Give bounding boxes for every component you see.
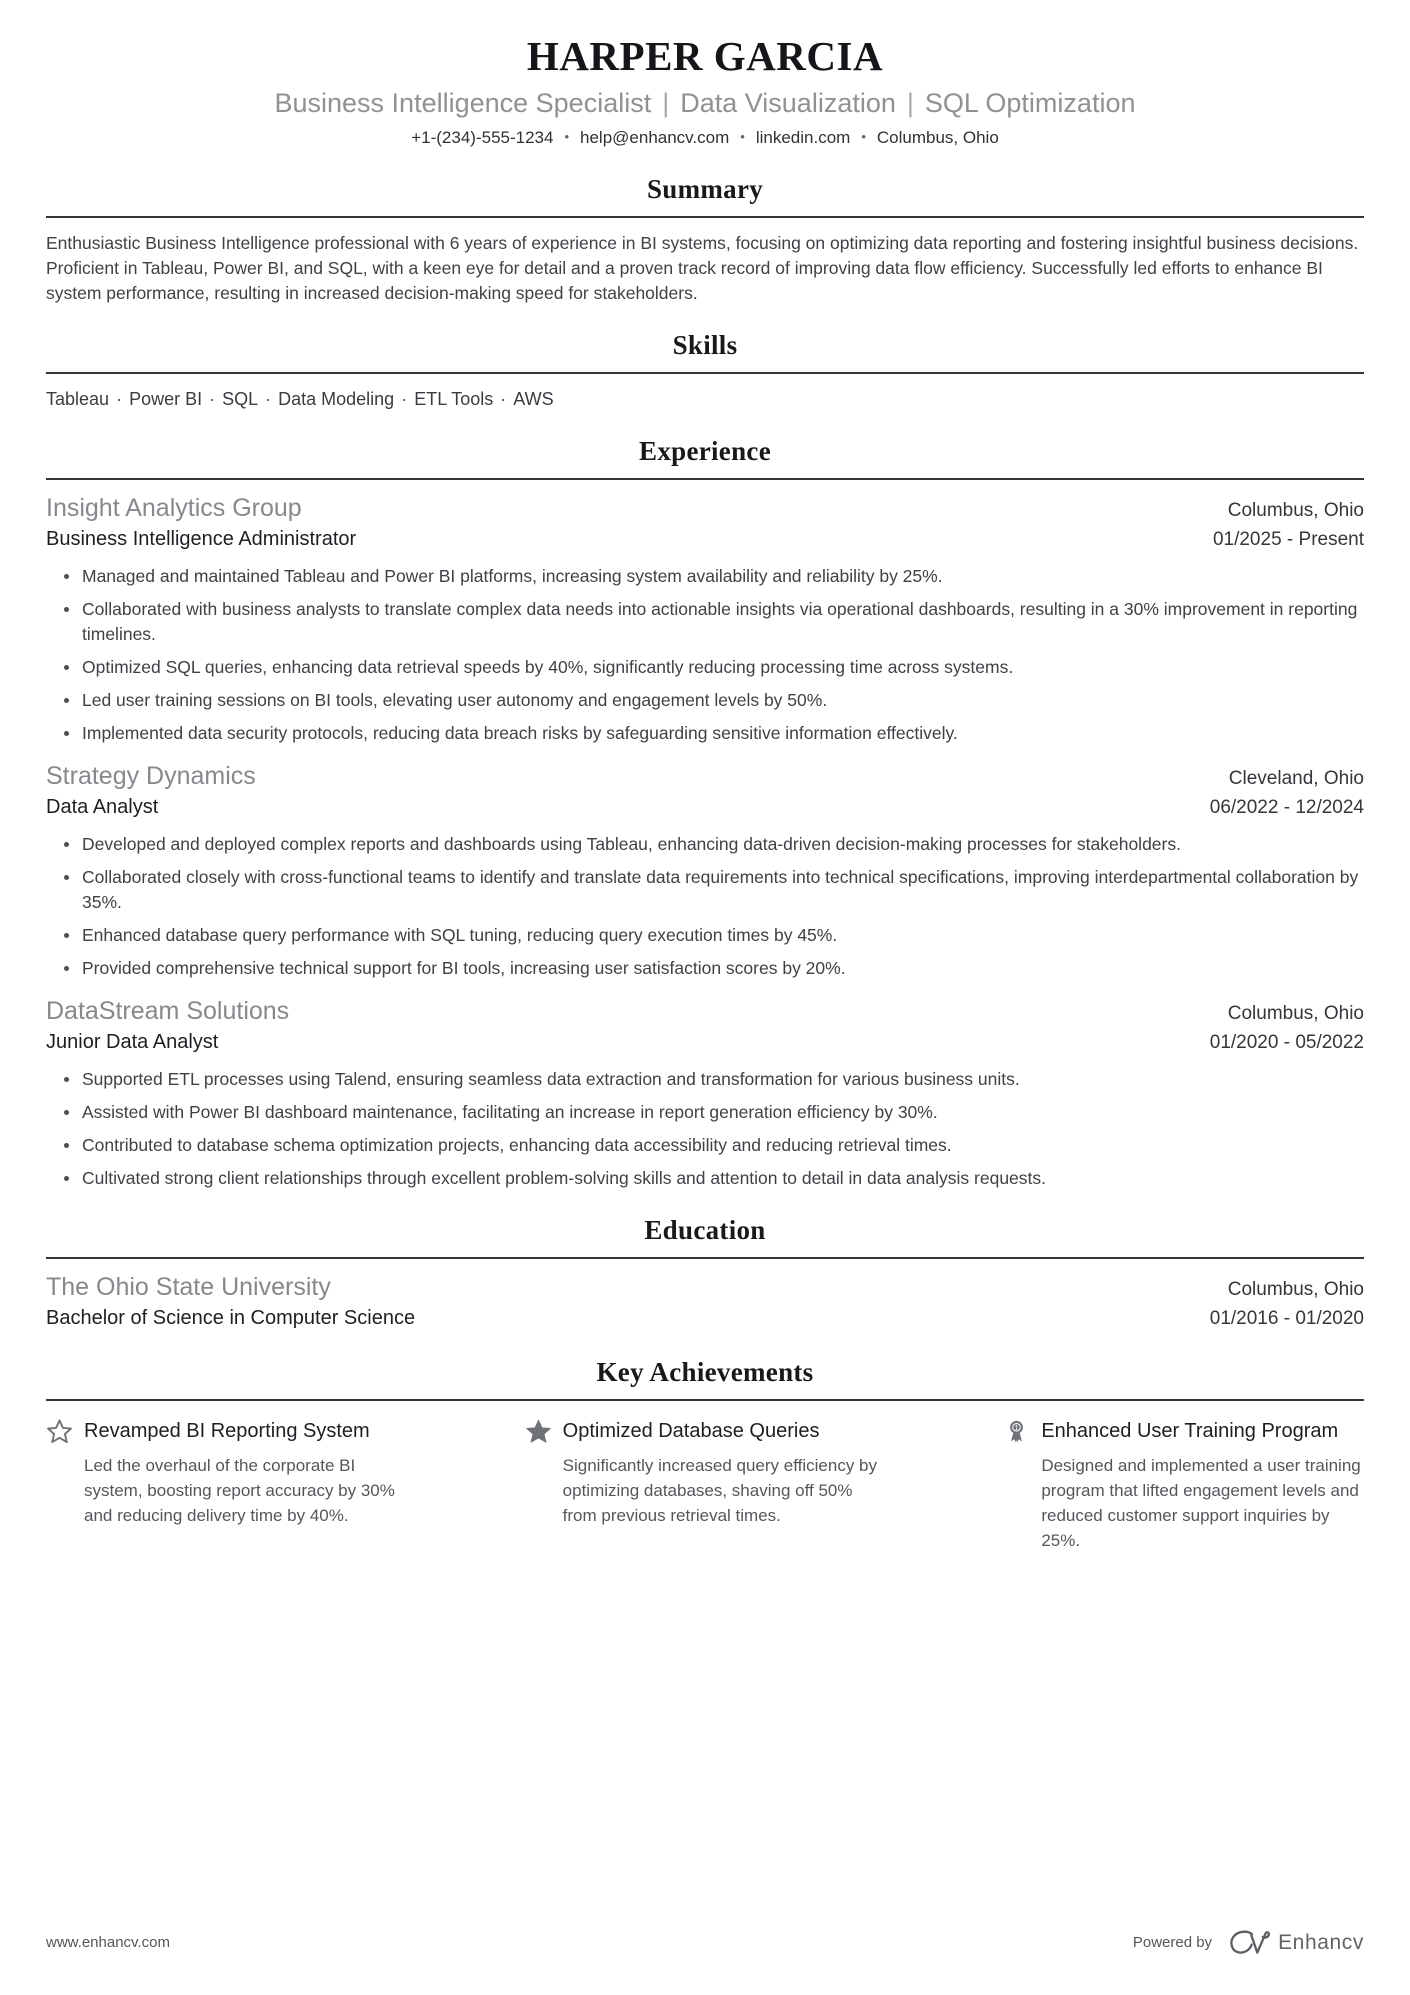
- section-skills: [46, 328, 1364, 412]
- achievement-body: [563, 1417, 886, 1528]
- achievement-body: [1041, 1417, 1364, 1553]
- resume-header: [46, 32, 1364, 150]
- skill-separator: ·: [265, 389, 272, 409]
- skill-separator: ·: [116, 389, 123, 409]
- skills-heading: Skills: [672, 330, 738, 360]
- bullet-dot: [64, 1110, 69, 1115]
- job-bullet: Managed and maintained Tableau and Power BI platforms, increasing system availability and reliability by 25%.: [64, 564, 1364, 589]
- bullet-dot: [64, 1143, 69, 1148]
- skills-list: [46, 387, 1364, 412]
- job-bullets: [46, 564, 1364, 746]
- contact-separator: •: [740, 129, 745, 144]
- achievement-title: Revamped BI Reporting System: [84, 1420, 370, 1442]
- job-title-row: [46, 525, 1364, 554]
- job-company-row: [46, 760, 1364, 793]
- school-row: [46, 1271, 1364, 1304]
- achievement-title: Optimized Database Queries: [562, 1420, 820, 1442]
- school-location: Columbus, Ohio: [1227, 1279, 1364, 1300]
- job-bullet: Optimized SQL queries, enhancing data retrieval speeds by 40%, significantly reducing processing time across systems.: [64, 655, 1364, 680]
- headline-separator: |: [906, 88, 914, 118]
- job-entry: [46, 995, 1364, 1191]
- contact-separator: •: [564, 129, 570, 144]
- company-name: Strategy Dynamics: [46, 762, 256, 790]
- job-title: Business Intelligence Administrator: [46, 528, 357, 550]
- job-company-row: [46, 995, 1364, 1028]
- job-title: Junior Data Analyst: [46, 1031, 219, 1053]
- section-achievements: [46, 1355, 1364, 1553]
- school-name: The Ohio State University: [46, 1273, 331, 1301]
- achievement-text: Significantly increased query efficiency by optimizing databases, shaving off 50% from previous retrieval times.: [562, 1456, 878, 1525]
- skill-item: Power BI: [129, 389, 203, 409]
- headline: [46, 85, 1364, 121]
- company-name: Insight Analytics Group: [46, 494, 302, 522]
- headline-part: Business Intelligence Specialist: [274, 88, 652, 118]
- skill-separator: ·: [401, 389, 408, 409]
- section-heading-wrap: [46, 1355, 1364, 1401]
- job-bullet: Collaborated with business analysts to translate complex data needs into actionable insights via operational dashboards, resulting in a 30% improvement in reporting timelines.: [64, 597, 1364, 647]
- medal-icon: [1003, 1418, 1030, 1445]
- page-footer: [46, 1928, 1364, 1957]
- svg-text:1: 1: [1014, 1423, 1019, 1433]
- enhancv-website-link[interactable]: www.enhancv.com: [46, 1934, 170, 1951]
- section-education: [46, 1213, 1364, 1333]
- bullet-dot: [64, 842, 69, 847]
- bullet-dot: [64, 1077, 69, 1082]
- email-link[interactable]: help@enhancv.com: [580, 128, 730, 147]
- degree-row: [46, 1304, 1364, 1333]
- job-bullet: Supported ETL processes using Talend, ensuring seamless data extraction and transformation for various business units.: [64, 1067, 1364, 1092]
- headline-part: Data Visualization: [680, 88, 896, 118]
- job-bullet: Enhanced database query performance with SQL tuning, reducing query execution times by 45%.: [64, 923, 1364, 948]
- job-dates: 01/2020 - 05/2022: [1209, 1032, 1364, 1053]
- job-bullets: [46, 832, 1364, 981]
- job-title: Data Analyst: [46, 796, 159, 818]
- enhancv-logo-icon: [1224, 1928, 1270, 1957]
- section-experience: [46, 434, 1364, 1191]
- bullet-dot: [64, 966, 69, 971]
- job-entry: [46, 760, 1364, 981]
- job-entry: [46, 492, 1364, 746]
- skill-item: AWS: [513, 389, 554, 409]
- job-bullets: [46, 1067, 1364, 1191]
- skill-item: SQL: [222, 389, 259, 409]
- bullet-dot: [64, 698, 69, 703]
- skill-item: Tableau: [46, 389, 110, 409]
- job-title-row: [46, 1028, 1364, 1057]
- job-bullet: Implemented data security protocols, reducing data breach risks by safeguarding sensitive information effectively.: [64, 721, 1364, 746]
- section-heading-wrap: [46, 328, 1364, 374]
- enhancv-logo: [1224, 1928, 1364, 1957]
- skill-separator: ·: [209, 389, 216, 409]
- bullet-dot: [64, 1176, 69, 1181]
- job-bullet: Collaborated closely with cross-functional teams to identify and translate data requirements into technical specifications, improving interdepartmental collaboration by 35%.: [64, 865, 1364, 915]
- powered-by-label: Powered by: [1132, 1934, 1213, 1951]
- linkedin-link[interactable]: linkedin.com: [755, 128, 851, 147]
- section-summary: [46, 172, 1364, 306]
- contact-separator: •: [861, 129, 866, 144]
- job-location: Columbus, Ohio: [1227, 1003, 1364, 1024]
- headline-separator: |: [662, 88, 670, 118]
- achievement-text: Designed and implemented a user training program that lifted engagement levels and reduced customer support inquiries by 25%.: [1041, 1456, 1361, 1550]
- job-dates: 01/2025 - Present: [1212, 529, 1364, 550]
- bullet-dot: [64, 607, 69, 612]
- job-bullet: Led user training sessions on BI tools, elevating user autonomy and engagement levels by 50%.: [64, 688, 1364, 713]
- section-heading-wrap: [46, 434, 1364, 480]
- job-bullet: Developed and deployed complex reports and dashboards using Tableau, enhancing data-driven decision-making processes for stakeholders.: [64, 832, 1364, 857]
- bullet-dot: [64, 574, 69, 579]
- skill-item: ETL Tools: [414, 389, 494, 409]
- bullet-dot: [64, 665, 69, 670]
- bullet-dot: [64, 933, 69, 938]
- star-outline-icon: [46, 1418, 73, 1445]
- education-dates: 01/2016 - 01/2020: [1209, 1308, 1364, 1329]
- job-bullet: Contributed to database schema optimization projects, enhancing data accessibility and reducing retrieval times.: [64, 1133, 1364, 1158]
- summary-text: Enthusiastic Business Intelligence professional with 6 years of experience in BI systems, focusing on optimizing data reporting and fostering insightful business decisions. Proficient in Tableau, Power BI, and SQL, with a keen eye for detail and a proven track record of improving data flow efficiency. Successfully led efforts to enhance BI system performance, resulting in increased decision-making speed for stakeholders.: [46, 233, 1359, 303]
- experience-heading: Experience: [639, 436, 771, 466]
- star-filled-icon: [525, 1418, 552, 1445]
- achievement-title: Enhanced User Training Program: [1041, 1420, 1339, 1442]
- achievements-heading: Key Achievements: [596, 1357, 814, 1387]
- achievement-item: [525, 1417, 886, 1553]
- job-location: Cleveland, Ohio: [1228, 768, 1364, 789]
- job-location: Columbus, Ohio: [1227, 500, 1364, 521]
- achievement-item: [1003, 1417, 1364, 1553]
- phone-number: +1-(234)-555-1234: [411, 128, 554, 147]
- job-title-row: [46, 793, 1364, 822]
- section-heading-wrap: [46, 1213, 1364, 1259]
- achievement-text: Led the overhaul of the corporate BI system, boosting report accuracy by 30% and reducing delivery time by 40%.: [84, 1456, 395, 1525]
- powered-by: [1133, 1928, 1364, 1957]
- candidate-name: HARPER GARCIA: [526, 33, 884, 79]
- achievement-body: [84, 1417, 407, 1528]
- company-name: DataStream Solutions: [46, 997, 290, 1025]
- location-text: Columbus, Ohio: [876, 128, 999, 147]
- skill-separator: ·: [500, 389, 507, 409]
- section-heading-wrap: [46, 172, 1364, 218]
- bullet-dot: [64, 875, 69, 880]
- skill-item: Data Modeling: [278, 389, 395, 409]
- job-bullet: Cultivated strong client relationships through excellent problem-solving skills and attention to detail in data analysis requests.: [64, 1166, 1364, 1191]
- headline-part: SQL Optimization: [924, 88, 1136, 118]
- achievement-item: [46, 1417, 407, 1553]
- enhancv-brand-text: Enhancv: [1278, 1930, 1364, 1954]
- contact-line: [46, 125, 1364, 150]
- job-dates: 06/2022 - 12/2024: [1209, 797, 1364, 818]
- education-entry: [46, 1271, 1364, 1333]
- job-bullet: Assisted with Power BI dashboard maintenance, facilitating an increase in report generation efficiency by 30%.: [64, 1100, 1364, 1125]
- achievements-grid: [46, 1417, 1364, 1553]
- summary-heading: Summary: [646, 174, 764, 204]
- education-heading: Education: [644, 1215, 766, 1245]
- job-company-row: [46, 492, 1364, 525]
- bullet-dot: [64, 731, 69, 736]
- job-bullet: Provided comprehensive technical support for BI tools, increasing user satisfaction scores by 20%.: [64, 956, 1364, 981]
- degree-name: Bachelor of Science in Computer Science: [46, 1307, 416, 1329]
